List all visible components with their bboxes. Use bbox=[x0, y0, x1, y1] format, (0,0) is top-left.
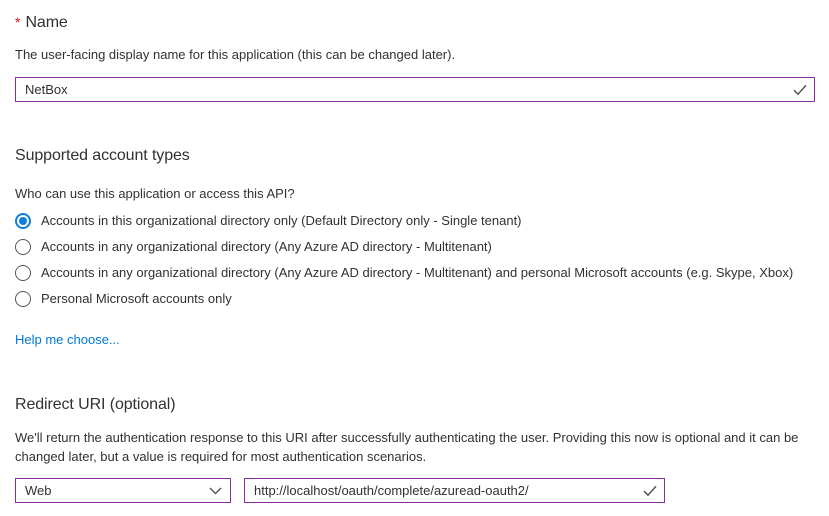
radio-option[interactable] bbox=[15, 260, 815, 286]
radio-option[interactable] bbox=[15, 234, 815, 260]
radio-button[interactable] bbox=[15, 213, 31, 229]
redirect-uri-description: We'll return the authentication response to this URI after successfully authenticating the user. Providing this now is optional and it can be changed later, but a value is required for most authentication scenarios. bbox=[15, 430, 799, 464]
platform-select-value: Web bbox=[25, 483, 52, 498]
radio-option-label: Accounts in any organizational directory (Any Azure AD directory - Multitenant) bbox=[41, 239, 492, 254]
redirect-uri-heading: Redirect URI (optional) bbox=[15, 396, 176, 413]
redirect-uri-input-container bbox=[244, 478, 665, 503]
name-description: The user-facing display name for this application (this can be changed later). bbox=[15, 47, 456, 62]
name-heading-label: Name bbox=[25, 14, 68, 31]
account-types-radio-group bbox=[15, 208, 815, 312]
radio-option[interactable] bbox=[15, 286, 815, 312]
platform-select[interactable] bbox=[15, 478, 231, 503]
account-types-heading: Supported account types bbox=[15, 147, 190, 164]
name-section-heading bbox=[15, 12, 815, 33]
radio-option[interactable] bbox=[15, 208, 815, 234]
account-types-question: Who can use this application or access this API? bbox=[15, 186, 295, 201]
radio-option-label: Accounts in any organizational directory (Any Azure AD directory - Multitenant) and personal Microsoft accounts (e.g. Skype, Xbox) bbox=[41, 265, 794, 280]
radio-button[interactable] bbox=[15, 239, 31, 255]
name-input[interactable] bbox=[16, 78, 814, 101]
redirect-uri-controls bbox=[15, 478, 815, 503]
radio-button[interactable] bbox=[15, 291, 31, 307]
chevron-down-icon bbox=[209, 487, 222, 495]
radio-button[interactable] bbox=[15, 265, 31, 281]
radio-option-label: Accounts in this organizational directory only (Default Directory only - Single tenant) bbox=[41, 213, 522, 228]
help-me-choose-link[interactable]: Help me choose... bbox=[15, 332, 120, 347]
radio-option-label: Personal Microsoft accounts only bbox=[41, 291, 232, 306]
name-input-container bbox=[15, 77, 815, 102]
redirect-uri-input[interactable] bbox=[245, 479, 664, 502]
required-asterisk: * bbox=[15, 14, 21, 30]
